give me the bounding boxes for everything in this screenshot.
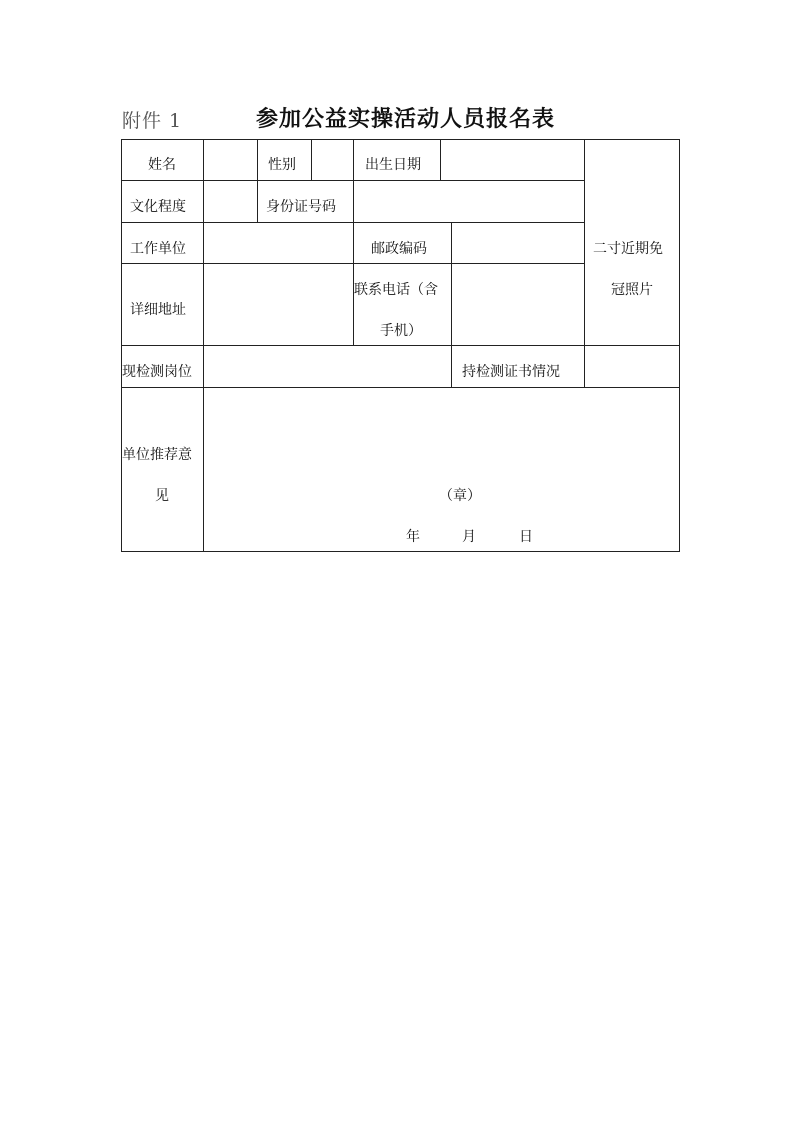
current-position-label: 现检测岗位 — [122, 364, 192, 380]
date-year-label: 年 — [406, 529, 420, 545]
recommendation-label-line-1: 单位推荐意 — [122, 447, 192, 463]
current-position-field[interactable] — [204, 346, 451, 387]
photo-placeholder[interactable] — [585, 140, 679, 345]
address-field[interactable] — [204, 264, 353, 345]
id-number-label: 身份证号码 — [266, 199, 336, 215]
gender-field[interactable] — [312, 140, 353, 180]
recommendation-field[interactable] — [204, 388, 679, 551]
recommendation-label-line-2: 见 — [155, 488, 169, 504]
seal-label: （章） — [439, 488, 481, 504]
phone-field[interactable] — [452, 264, 584, 345]
postal-code-field[interactable] — [452, 223, 584, 263]
attachment-label: 附件 1 — [122, 110, 183, 132]
date-month-label: 月 — [462, 529, 476, 545]
postal-code-label: 邮政编码 — [371, 241, 427, 257]
form-title: 参加公益实操活动人员报名表 — [256, 107, 556, 132]
name-field[interactable] — [204, 140, 257, 180]
certificate-label: 持检测证书情况 — [462, 364, 560, 380]
certificate-field[interactable] — [585, 346, 679, 387]
address-label: 详细地址 — [130, 302, 186, 318]
education-label: 文化程度 — [130, 199, 186, 215]
phone-label-line-2: 手机） — [380, 323, 422, 339]
education-field[interactable] — [204, 181, 257, 222]
employer-field[interactable] — [204, 223, 353, 263]
date-day-label: 日 — [519, 529, 533, 545]
birth-date-label: 出生日期 — [365, 157, 421, 173]
name-label: 姓名 — [148, 157, 176, 173]
photo-label-line-1: 二寸近期免 — [593, 241, 663, 257]
birth-date-field[interactable] — [441, 140, 584, 180]
employer-label: 工作单位 — [130, 241, 186, 257]
registration-form-table — [121, 139, 680, 552]
phone-label-line-1: 联系电话（含 — [354, 282, 438, 298]
gender-label: 性别 — [268, 157, 296, 173]
photo-label-line-2: 冠照片 — [611, 282, 653, 298]
id-number-field[interactable] — [354, 181, 584, 222]
